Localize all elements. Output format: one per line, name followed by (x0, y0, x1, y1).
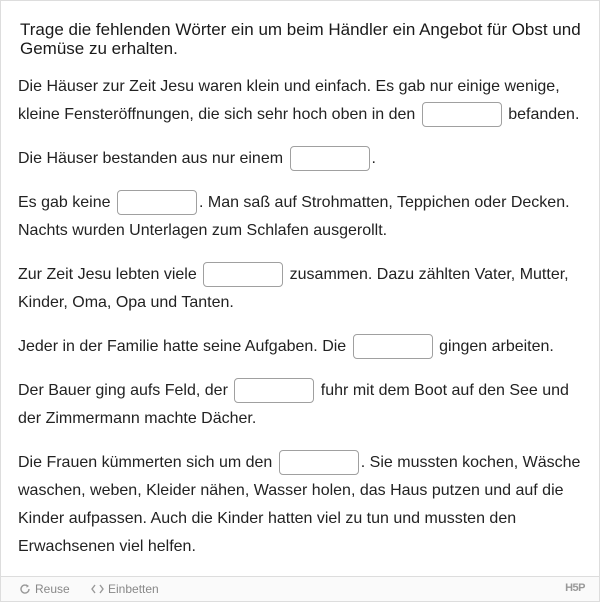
reuse-button[interactable] (19, 582, 70, 596)
text-before-blank-5: Jeder in der Familie hatte seine Aufgaben. Die (18, 338, 347, 355)
blank-input-4[interactable] (203, 262, 283, 287)
task-description: Trage die fehlenden Wörter ein um beim Händler ein Angebot für Obst und Gemüse zu erhalten. (20, 20, 581, 58)
paragraph-2 (18, 145, 588, 173)
blank-input-6[interactable] (234, 378, 314, 403)
blank-input-1[interactable] (422, 102, 502, 127)
refresh-icon (19, 583, 31, 595)
embed-label: Einbetten (108, 582, 159, 596)
h5p-logo[interactable]: H5P (565, 582, 585, 594)
text-before-blank-1: Die Häuser zur Zeit Jesu waren klein und einfach. Es gab nur einige wenige, kleine Fensteröffnungen, die sich sehr hoch oben in den (18, 78, 560, 123)
blank-input-3[interactable] (117, 190, 197, 215)
text-before-blank-4: Zur Zeit Jesu lebten viele (18, 266, 197, 283)
text-after-blank-6: fuhr mit dem Boot auf den See und der Zimmermann machte Dächer. (18, 382, 569, 427)
paragraph-3 (18, 189, 588, 245)
blank-input-2[interactable] (290, 146, 370, 171)
text-after-blank-5: gingen arbeiten. (439, 338, 554, 355)
paragraph-5 (18, 333, 588, 361)
text-after-blank-1: befanden. (508, 106, 580, 123)
paragraph-7 (18, 449, 588, 561)
blank-input-7[interactable] (279, 450, 359, 475)
code-icon (91, 584, 104, 594)
text-after-blank-4: zusammen. Dazu zählten Vater, Mutter, Kinder, Oma, Opa und Tanten. (18, 266, 569, 311)
paragraph-6 (18, 377, 588, 433)
paragraph-4 (18, 261, 588, 317)
reuse-label: Reuse (35, 582, 70, 596)
text-before-blank-6: Der Bauer ging aufs Feld, der (18, 382, 228, 399)
text-after-blank-2: . (371, 150, 376, 167)
text-before-blank-2: Die Häuser bestanden aus nur einem (18, 150, 284, 167)
text-after-blank-7: . Sie mussten kochen, Wäsche waschen, weben, Kleider nähen, Wasser holen, das Haus putzen und auf die Kinder aufpassen. Auch die Kinder hatten viel zu tun und mussten den Erwachsenen viel helfen. (18, 454, 581, 555)
blank-input-5[interactable] (353, 334, 433, 359)
h5p-actions-bar (1, 576, 599, 601)
paragraph-1 (18, 73, 588, 129)
text-before-blank-7: Die Frauen kümmerten sich um den (18, 454, 273, 471)
embed-button[interactable] (91, 582, 159, 596)
text-after-blank-3: . Man saß auf Strohmatten, Teppichen oder Decken. Nachts wurden Unterlagen zum Schlafen ausgerollt. (18, 194, 570, 239)
text-before-blank-3: Es gab keine (18, 194, 111, 211)
fill-in-blanks-text (18, 73, 588, 577)
